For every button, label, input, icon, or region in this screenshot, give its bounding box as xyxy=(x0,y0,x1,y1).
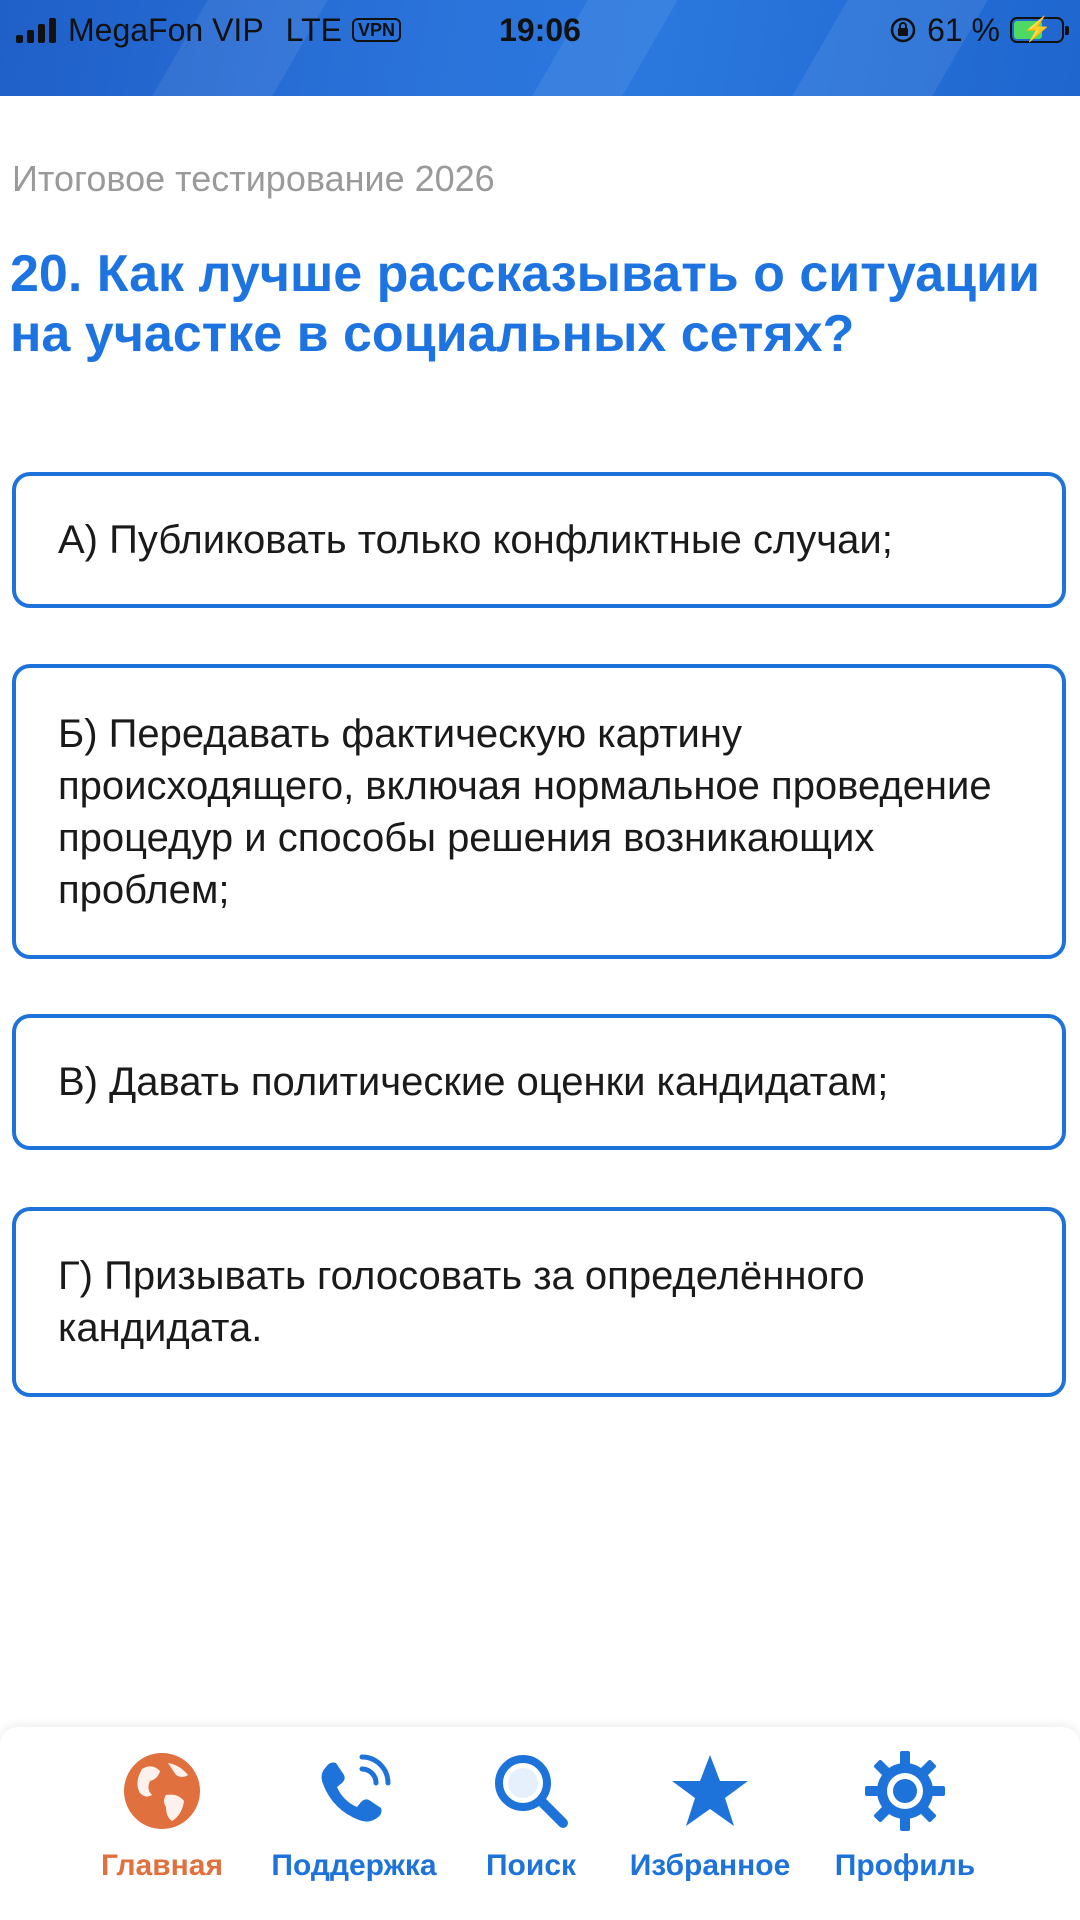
question-title: 20. Как лучше рассказывать о ситуации на участке в социальных сетях? xyxy=(10,245,1041,363)
bottom-tab-bar xyxy=(0,1727,1080,1920)
answer-text: Г) Призывать голосовать за определённого кандидата. xyxy=(58,1254,865,1350)
tab-home[interactable] xyxy=(82,1727,242,1920)
vpn-badge: VPN xyxy=(352,18,401,42)
answer-text: А) Публиковать только конфликтные случаи; xyxy=(58,518,893,562)
tab-favorites[interactable] xyxy=(620,1727,800,1920)
network-type: LTE xyxy=(285,11,342,48)
status-time: 19:06 xyxy=(499,12,581,48)
gear-icon xyxy=(863,1749,947,1833)
answer-text: В) Давать политические оценки кандидатам; xyxy=(58,1060,889,1104)
star-icon xyxy=(668,1749,752,1833)
tab-label: Главная xyxy=(100,1849,223,1882)
battery-icon xyxy=(1010,17,1064,43)
answer-option-a[interactable] xyxy=(12,472,1066,608)
tab-label: Поиск xyxy=(485,1849,577,1882)
globe-icon xyxy=(120,1749,204,1833)
status-bar xyxy=(0,0,1080,96)
test-subtitle: Итоговое тестирование 2026 xyxy=(12,158,495,199)
answer-text: Б) Передавать фактическую картину происходящего, включая нормальное проведение процедур и способы решения возникающих проблем; xyxy=(58,711,992,912)
battery-percent: 61 % xyxy=(927,11,1000,48)
tab-label: Поддержка xyxy=(271,1849,437,1882)
answer-option-b[interactable] xyxy=(12,664,1066,959)
tab-search[interactable] xyxy=(476,1727,586,1920)
carrier-name: MegaFon VIP xyxy=(68,11,264,48)
tab-support[interactable] xyxy=(262,1727,446,1920)
tab-label: Профиль xyxy=(834,1849,976,1882)
tab-profile[interactable] xyxy=(830,1727,980,1920)
answer-option-v[interactable] xyxy=(12,1014,1066,1150)
tab-label: Избранное xyxy=(629,1849,791,1882)
status-right xyxy=(889,10,1064,50)
search-icon xyxy=(489,1749,573,1833)
phone-icon xyxy=(312,1749,396,1833)
charging-bolt-icon: ⚡ xyxy=(1022,16,1052,43)
answer-option-g[interactable] xyxy=(12,1207,1066,1397)
rotation-lock-icon xyxy=(889,16,917,44)
